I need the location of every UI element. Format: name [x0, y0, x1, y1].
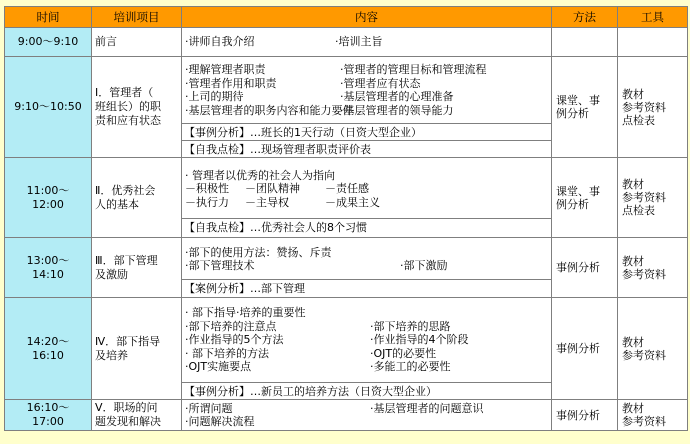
method-cell [552, 400, 618, 431]
content-line [182, 306, 551, 320]
content-sub [182, 218, 551, 235]
content-item: ·作业指导的4个阶段 [370, 333, 469, 347]
header-row [5, 7, 688, 28]
content-item: ·上司的期待 [185, 90, 244, 103]
schedule-row [5, 400, 688, 431]
method-cell [552, 158, 618, 238]
content-item: ·理解管理者职责 [185, 63, 266, 76]
content-item: ·管理者作用和职责 [185, 76, 277, 90]
content-item: · 管理者以优秀的社会人为指向 [185, 168, 335, 182]
tool-text: 点检表 [622, 113, 655, 127]
topic-text: Ⅴ．职场的问 [95, 401, 158, 414]
topic-text: 及培养 [95, 348, 128, 362]
time-text: 16:10 [32, 348, 64, 362]
tool-text: 教材 [622, 335, 644, 349]
header-tool: 工具 [618, 7, 688, 28]
topic-text: Ⅰ．管理者（ [95, 86, 154, 99]
topic-text: Ⅳ．部下指导 [95, 334, 161, 348]
content-line [182, 196, 551, 210]
content-item: ·部下的使用方法：赞扬、斥责 [185, 245, 332, 259]
time-text: 16:10～ [26, 401, 70, 414]
content-item: ·部下培养的思路 [370, 319, 451, 333]
time-text: 17:00 [32, 415, 64, 428]
time-text: 13:00～ [26, 253, 70, 267]
content-item: ·所谓问题 [185, 401, 233, 415]
content-main [182, 240, 551, 279]
method-text: 课堂、事 [556, 184, 600, 198]
content-item: ·多能工的必要性 [370, 360, 451, 374]
training-schedule-table [4, 6, 688, 431]
time-cell [5, 57, 92, 158]
content-line [182, 360, 551, 374]
method-cell [552, 298, 618, 400]
content-sub [182, 279, 551, 296]
method-text: 事例分析 [556, 342, 600, 355]
time-cell [5, 28, 92, 57]
content-cell [182, 158, 552, 238]
content-item: ·OJT实施要点 [185, 360, 252, 374]
content-item: ·部下管理技术 [185, 259, 255, 272]
topic-text: 班组长）的职 [95, 100, 161, 113]
content-item: ·作业指导的5个方法 [185, 333, 284, 347]
topic-text: Ⅱ．优秀社会 [95, 183, 156, 197]
content-item: －积极性 [185, 182, 229, 196]
topic-text: 责和应有状态 [95, 114, 161, 127]
content-line [182, 169, 551, 183]
method-text: 事例分析 [556, 261, 600, 274]
content-cell [182, 298, 552, 400]
time-text: 12:00 [32, 197, 64, 211]
content-item: ·基层管理者的领导能力 [340, 103, 454, 117]
content-item: ·基层管理者的问题意识 [370, 401, 484, 415]
content-main [182, 28, 551, 56]
time-cell [5, 158, 92, 238]
content-cell [182, 57, 552, 158]
sub-line: 【事例分析】…班长的1天行动（日资大型企业） [184, 126, 422, 139]
tool-cell [618, 28, 688, 57]
content-item: ·培训主旨 [335, 35, 383, 49]
tool-text: 参考资料 [622, 348, 666, 362]
sub-line: 【自我点检】…优秀社会人的8个习惯 [184, 220, 367, 234]
topic-text: 及激励 [95, 267, 128, 281]
method-text: 例分析 [556, 197, 589, 211]
topic-text: Ⅲ．部下管理 [95, 253, 158, 267]
content-cell [182, 400, 552, 431]
topic-cell [92, 57, 182, 158]
schedule-row [5, 57, 688, 158]
header-method: 方法 [552, 7, 618, 28]
method-cell [552, 57, 618, 158]
content-item: －团队精神 [245, 182, 300, 196]
content-sub [182, 123, 551, 140]
schedule-row [5, 158, 688, 238]
tool-cell [618, 400, 688, 431]
content-item: · 部下培养的方法 [185, 346, 269, 360]
content-line [182, 182, 551, 196]
sub-line: 【事例分析】…新员工的培养方法（日资大型企业） [184, 385, 437, 398]
time-text: 9:00～9:10 [17, 35, 79, 48]
topic-cell [92, 298, 182, 400]
topic-cell [92, 28, 182, 57]
tool-cell [618, 57, 688, 158]
schedule-row [5, 28, 688, 57]
tool-text: 参考资料 [622, 415, 666, 428]
topic-text: 前言 [95, 35, 117, 48]
method-cell [552, 238, 618, 298]
content-item: －责任感 [325, 182, 369, 196]
content-item: ·讲师自我介绍 [185, 35, 255, 49]
content-item: ·管理者的管理目标和管理流程 [340, 63, 487, 76]
content-item: ·管理者应有状态 [340, 76, 421, 90]
content-line [182, 63, 551, 77]
schedule-row [5, 298, 688, 400]
sub-line: 【自我点检】…现场管理者职责评价表 [184, 143, 371, 156]
tool-text: 参考资料 [622, 267, 666, 281]
content-line [182, 77, 551, 91]
header-content: 内容 [182, 7, 552, 28]
content-item: －执行力 [185, 195, 229, 209]
content-item: ·OJT的必要性 [370, 346, 437, 360]
method-text: 课堂、事 [556, 94, 600, 107]
tool-text: 参考资料 [622, 100, 666, 114]
content-item: ·部下激励 [400, 259, 448, 272]
content-item: ·基层管理者的心理准备 [340, 90, 454, 103]
topic-text: 题发现和解决 [95, 415, 161, 428]
tool-text: 教材 [622, 402, 644, 415]
sub-line: 【案例分析】…部下管理 [184, 281, 305, 295]
content-line [182, 35, 551, 49]
header-time: 时间 [5, 7, 92, 28]
method-cell [552, 28, 618, 57]
tool-text: 点检表 [622, 204, 655, 217]
content-main [182, 400, 551, 430]
tool-text: 教材 [622, 254, 644, 268]
content-item: －成果主义 [325, 195, 380, 209]
tool-cell [618, 158, 688, 238]
content-cell [182, 238, 552, 298]
content-item: · 部下指导·培养的重要性 [185, 306, 306, 320]
time-cell [5, 238, 92, 298]
time-cell [5, 400, 92, 431]
time-text: 9:10～10:50 [14, 100, 82, 113]
content-sub [182, 382, 551, 399]
content-cell [182, 28, 552, 57]
time-cell [5, 298, 92, 400]
content-sub [182, 140, 551, 157]
header-topic: 培训项目 [92, 7, 182, 28]
schedule-row [5, 238, 688, 298]
content-item: ·问题解决流程 [185, 415, 255, 428]
tool-cell [618, 298, 688, 400]
content-main [182, 298, 551, 382]
content-line [182, 259, 551, 273]
time-text: 11:00～ [26, 183, 70, 197]
method-text: 事例分析 [556, 408, 600, 422]
topic-cell [92, 238, 182, 298]
content-line [182, 320, 551, 334]
content-line [182, 104, 551, 118]
content-line [182, 415, 551, 429]
content-line [182, 246, 551, 260]
content-main [182, 161, 551, 218]
content-item: ·基层管理者的职务内容和能力要件 [185, 103, 354, 117]
content-line [182, 347, 551, 361]
time-text: 14:20～ [26, 334, 70, 348]
topic-cell [92, 158, 182, 238]
content-line [182, 90, 551, 104]
content-line [182, 333, 551, 347]
topic-text: 人的基本 [95, 197, 139, 211]
content-main [182, 57, 551, 123]
content-item: ·部下培养的注意点 [185, 319, 277, 333]
time-text: 14:10 [32, 267, 64, 281]
content-line [182, 402, 551, 416]
topic-cell [92, 400, 182, 431]
tool-text: 教材 [622, 178, 644, 191]
tool-cell [618, 238, 688, 298]
method-text: 例分析 [556, 107, 589, 120]
tool-text: 教材 [622, 87, 644, 101]
tool-text: 参考资料 [622, 191, 666, 204]
content-item: －主导权 [245, 195, 289, 209]
